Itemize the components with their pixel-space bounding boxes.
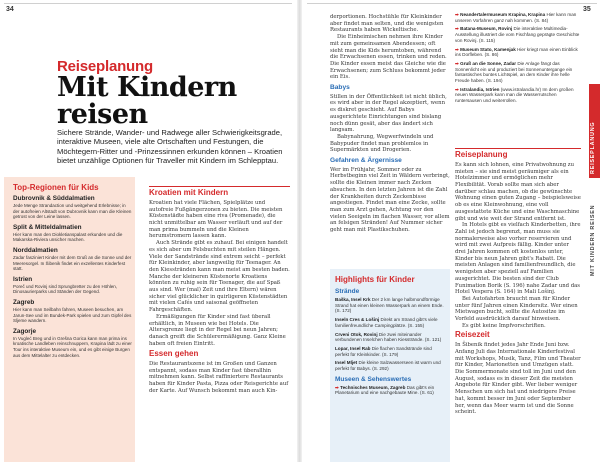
top-regions-list [13, 195, 132, 362]
body-paragraph: Es gibt keine Impfvorschriften. [462, 322, 546, 329]
section-heading: Reiseplanung [455, 150, 508, 160]
region-text: Jede Menge Strandaction und weitgehend Erlebnisse; in der autofreien Altstadt von Dubrovnik kann man die Kleinen getrost von der Leine lassen. [13, 203, 132, 220]
highlight-entry [335, 360, 447, 371]
region-item [13, 328, 132, 358]
highlight-entry [455, 87, 581, 104]
column-kroatien-mit-kindern [149, 186, 290, 395]
highlight-name: Batana-Museum, Rovinj [460, 26, 513, 32]
sub-heading: Gefahren & Ärgernisse [330, 157, 402, 165]
sub-heading: Essen gehen [149, 349, 199, 359]
column-dining-safety [330, 14, 450, 234]
highlight-entry [455, 26, 581, 43]
region-item [13, 195, 132, 220]
region-item [13, 299, 132, 324]
highlight-entry [455, 61, 581, 84]
body-paragraph: Es kann sich lohnen, eine Privatwohnung zu mieten – sie sind meist geräumiger als ein Hotelzimmer und ermöglichen mehr Flexibilität. Vorab sollte man sich aber darüber schlau machen, ob die gewünschte Wohnung einen guten Zugang – beispielsweise ob es eine Kleinwohnung, eine voll ausgestattete Küche und eine Waschmaschine gibt und wie weit der Strand entfernt ist. [455, 161, 581, 222]
body-paragraph: Auch Strände gibt es zuhauf. Bei einigen handelt es sich aber um Felsbuchten mit steilen Hängen. Viele der Sandstrände sind extrem seicht – perfekt für Kleinkinder, aber langweilig für Teenager. An den Kiesstränden kann man meist am besten baden. Manche der kleineren Küstenorte Kroatiens könnten zu ruhig sein für Teenager, die auf Spaß aus sind. Wer (mal) Zeit und ihre Eltern) wären sicher viel glücklicher in quirligeren Küstenstädten mit vielen Cafés und saisonal geöffneten Fahrgeschäften. [149, 240, 290, 314]
arrow-right-icon: ➡ [455, 46, 459, 52]
highlights-section-heading: Strände [335, 288, 360, 295]
body-paragraph: derportionen. Hochstühle für Kleinkinder aber findet man selten, und die wenigsten Restaurants haben Wickeltische. [330, 14, 444, 34]
museum-highlights-list [455, 12, 581, 107]
sub-heading: Babys [330, 84, 350, 92]
highlight-name: Technisches Museum, Zagreb [340, 384, 406, 390]
region-item [13, 276, 132, 295]
highlight-name: Neandertalermuseum Krapina, Krapina [460, 12, 546, 17]
chapter-side-tab [589, 84, 600, 178]
highlight-text: Die zwei miteinander verbundenen Inselchen haben Kiesstrände. (S. 121) [335, 331, 442, 343]
region-text: Poreč und Rovinj sind Sprungbretter zu den Höhlen, Dinosaurierparks und Ständen der Gegend. [13, 283, 118, 295]
body-paragraph: Ermäßigungen für Kinder sind fast überall erhältlich, in Museen wie bei Hotels. Die Altersgrenze liegt in der Regel bei neun Jahren; danach greift die Schülerermäßigung. Ganz Kleine haben oft freien Eintritt. [149, 313, 286, 347]
highlight-name: Gruß an die Sonne, Zadar [460, 60, 517, 66]
highlight-text: Direkt am Strand gibt's viele familienfreundliche Campingplätze. (S. 155) [335, 317, 438, 328]
highlight-name: Crveni Otok, Rovinj [335, 331, 378, 337]
body-paragraph: In Hotels gibt es vielfach Kinderbetten, ihre Zahl ist jedoch begrenzt, man muss sie normalerweise also vorher reservieren und wird mit zwei Aufpreis fällig. Kinder unter drei Jahren kommen oft kostenlos unter, Kinder bis neun Jahren gibt's Rabatt. Die meisten Anlagen sind familienfreundlich, die wenigsten aber speziell auf Familien ausgerichtet. Die besten sind der Club Funimation Borik (S. 196) nahe Zadar und das Hotel Vespera (S. 164) in Mali Lošinj. [455, 222, 581, 296]
region-item [13, 247, 132, 272]
highlight-name: Istralandia, Istrien [460, 86, 500, 92]
highlight-name: Inseln Cres & Lošinj [335, 317, 380, 323]
highlight-name: Lopar, Insel Rab [335, 345, 371, 351]
page-number-left: 34 [6, 6, 14, 13]
page-number-right: 35 [583, 6, 591, 13]
highlight-text: Das gibt's ein Planetarium und eine nachgebaute Mine. (S. 61) [335, 384, 435, 396]
highlight-text: Die kleine Salzwasserseen ist warm und perfekt für Babys. (S. 292) [335, 360, 441, 372]
highlight-entry [335, 385, 447, 396]
region-text: In Vugleć Breg und in Grešna Gorica kann man prima ins kroatische Landleben reinschnuppern, Krapina lädt zu einer Tour ins interaktive Museum ein, und es gibt einige Burgen aus dem Mittelalter zu entdecken. [13, 335, 132, 358]
highlight-text: Die interaktive Multimedia-Ausstellung illustriert die vom Fischfang geprägte Geschichte von Rovinj. (S. 115) [455, 26, 580, 43]
top-regions-title: Top-Regionen für Kids [13, 183, 99, 192]
top-rule-right [307, 3, 597, 4]
highlights-section-heading: Museen & Sehenswertes [335, 375, 412, 383]
highlight-text: Hier kann man unseren Vorfahren ganz nah kommen. (S. 84) [455, 12, 577, 23]
highlight-name: Baška, Insel Krk [335, 297, 371, 302]
region-heading: Istrien [13, 275, 33, 283]
page-title [57, 74, 297, 128]
section-kicker: Reiseplanung [57, 58, 153, 75]
region-text: Hier kann man Seilbahn fahren, Museen besuchen, am Jarun-See und im Bundek-Park spielen und zum Gipfel des Sljeme wandern. [13, 306, 132, 324]
region-heading: Zagorje [13, 327, 37, 335]
highlight-text: Hier kriegt man einen Einblick ins Dorfleben. (S. 86) [455, 46, 578, 58]
highlight-text: Der 2 km lange halbmondförmige Strand hat einen kleinen Wasserpark an einem Ende. (S. 172) [335, 297, 444, 314]
body-paragraph: Wer im Frühjahr, Sommer oder zu Herbstbeginn viel Zeit in Wäldern verbringt, sollte die Kleinen immer nach Zecken absuchen. In den letzten Jahren ist die Zahl der Krankheiten durch Zeckenbisse angestiegen. Findet man eine Zecke, sollte man zum Arzt gehen, Achtung vor den vielen Seeigeln im flachen Wasser, vor allem an felsigen Stränden! Auf Nummer sicher geht man mit Plastikschuhen. [330, 166, 450, 234]
arrow-right-icon: ➡ [455, 12, 459, 17]
arrow-right-icon: ➡ [455, 26, 459, 32]
region-text: Hier kann man den Diokletianspalast erkunden und die Makarska-Riviera unsicher machen. [13, 231, 123, 243]
section-heading: Kroatien mit Kindern [149, 188, 229, 198]
column-reiseplanung [455, 148, 581, 416]
region-heading: Split & Mitteldalmatien [13, 223, 82, 231]
highlight-entry [335, 317, 447, 328]
body-paragraph: Die Einheimischen nehmen ihre Kinder mit zum gemeinsamen Abendessen; oft sieht man die Kids herumtoben, während die Erwachsenen essen, trinken und reden. Die Kinder essen meist das Gleiche wie die Erwachsenen; zum Schluss bekommt jeder ein Eis. [330, 34, 447, 81]
highlight-name: Insel Mljet [335, 360, 358, 366]
highlight-text: Die flachen Sandstrände sind perfekt für Kleinkinder. (S. 179) [335, 345, 432, 357]
chapter-subtitle-label: MIT KINDERN REISEN [590, 204, 596, 276]
section-rule [149, 186, 290, 187]
top-rule-left [4, 3, 292, 4]
section-heading: Reisezeit [455, 330, 490, 340]
body-paragraph: Bei Autofahrten braucht man für Kinder unter fünf Jahren einen Kindersitz. Wer einen Mietwagen bucht, sollte die Autositze im Vorfeld ausdrücklich darauf hinweisen. [455, 295, 578, 323]
book-gutter [297, 0, 302, 462]
intro-text: Sichere Strände, Wander- und Radwege aller Schwierigkeitsgrade, interaktive Museen, viele alte Ortschaften und Festungen, die Möchtegern-Ritter und -Prinzessinnen erkunden können – Kroatien bietet unzählige Optionen für Traveller mit Kindern im Schlepptau. [57, 128, 283, 166]
arrow-right-icon: ➡ [455, 60, 459, 66]
chapter-side-text [589, 180, 600, 280]
highlight-text: Die Anlage fängt das Sonnenlicht ein und produziert bei Sonnenuntergange ein fantastisches buntes Lichtspiel, an dem Kinder ihre helle Freude haben. (S. 194) [455, 60, 573, 84]
region-heading: Dubrovnik & Süddalmatien [13, 195, 95, 202]
body-paragraph: Stillen in der Öffentlichkeit ist nicht üblich, es wird aber in der Regel akzeptiert, wenn es diskret geschieht. Auf Babys ausgerichtete Einrichtungen sind bislang noch dünn gesät, aber das ändert sich langsam. [330, 93, 447, 134]
section-rule [455, 148, 581, 149]
body-paragraph: Kroatien hat viele Flächen, Spielplätze und autofreie Fußgängerzonen zu bieten. Die meisten Küstenstädte haben eine riva (Promenade), die nicht unmittelbar am Wasser verläuft und auf der man prima bummeln und die Kleinen herumstromern lassen kann. [149, 199, 283, 240]
body-paragraph: In Šibenik findet jedes Jahr Ende Juni bzw. Anfang Juli das Internationale Kinderfestival mit Workshops, Musik, Tanz, Film und Theater für Kinder, Marionetten und Umzügen statt. Die Sommermonate sind toll im Juni und den August, sodass es in dieser Zeit die meisten Angebote für Kinder gibt. Wer lieber weniger Menschen um sich hat und niedrigere Preise hat, kommt besser im Juni oder September her, wenn das Meer warm ist und die Sonne scheint. [455, 342, 581, 416]
highlight-name: Museum Stato, Kamenjak [460, 46, 516, 52]
chapter-tab-label: REISEPLANUNG [590, 121, 596, 174]
page-title-line-2: reisen [57, 99, 148, 130]
highlights-box [330, 269, 450, 462]
highlight-entry [335, 346, 447, 357]
page-title-line-1: Mit Kindern [57, 72, 237, 103]
body-paragraph: Babynahrung, Wegwerfwindeln und Babypuder findet man problemlos in Supermärkten und Drogerien. [330, 133, 434, 154]
top-regions-box [4, 177, 135, 462]
region-text: Zadar fasziniert Kinder mit dem Gruß an die Sonne und der Meeresorgel. In Šibenik findet ein exzellentes Kinderfest statt. [13, 254, 132, 272]
highlight-entry [335, 332, 447, 343]
highlight-entry [455, 12, 581, 23]
highlight-entry [335, 297, 447, 314]
region-item [13, 224, 132, 243]
arrow-right-icon: ➡ [455, 86, 459, 92]
highlights-title: Highlights für Kinder [335, 275, 415, 284]
highlight-text: (www.istralandia.hr) Im dem großen neuen Wasserpark kann man die Wasserrutschen runtersausen und weiterrollen. [455, 86, 574, 104]
region-heading: Norddalmatien [13, 246, 58, 254]
body-paragraph: Die Restaurantszene ist im Großen und Ganzen entspannt, sodass man Kinder fast überallhin mitnehmen kann. Selbst raffiniertere Restaurants haben für Kinder Pasta, Pizza oder Reisgerichte auf der Karte. Auf Wunsch bekommt man auch Kin- [149, 361, 289, 394]
highlight-entry [455, 47, 581, 58]
arrow-right-icon: ➡ [335, 384, 339, 390]
region-heading: Zagreb [13, 298, 35, 306]
